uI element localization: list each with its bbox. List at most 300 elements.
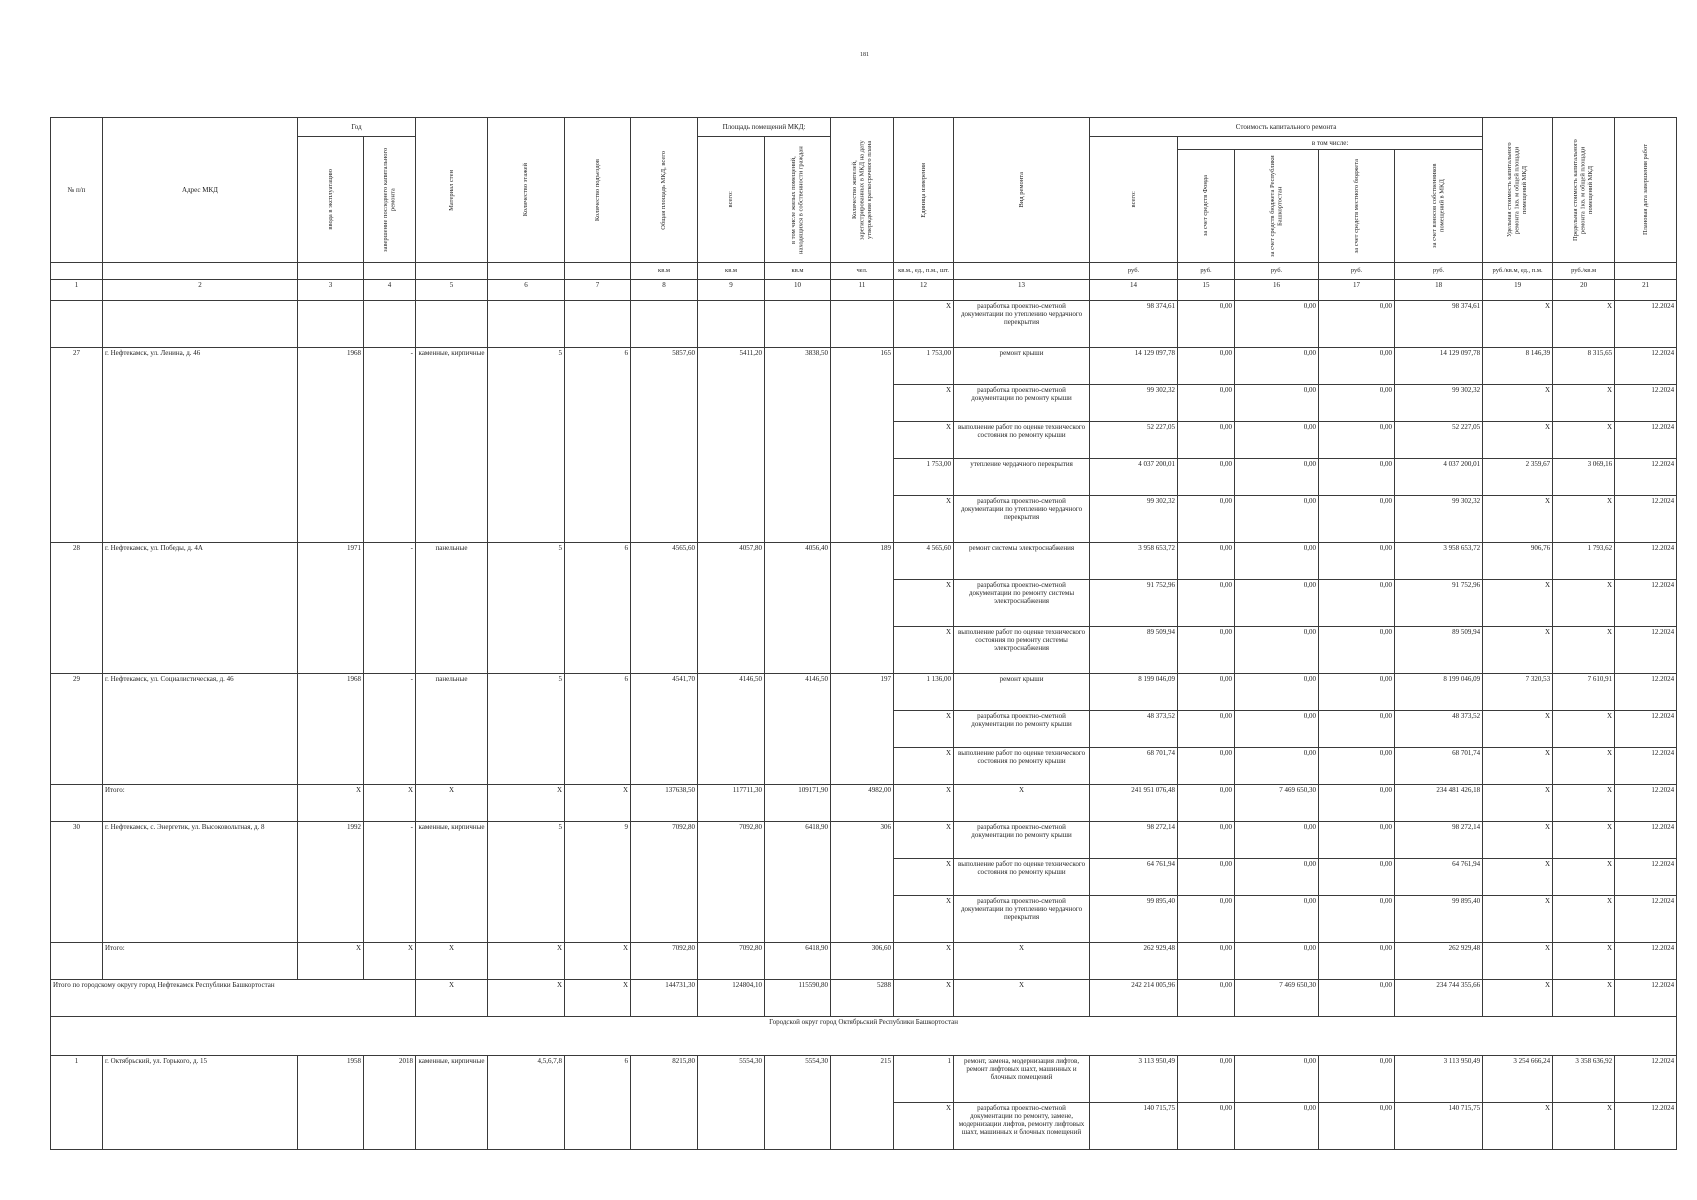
cell-unit: 4 565,60 [894,543,954,580]
column-number: 13 [954,280,1090,301]
cell-rb: 7 469 650,30 [1235,980,1319,1017]
cell-work: ремонт крыши [954,348,1090,385]
cell-no [51,859,103,896]
cell-p2 [765,301,831,348]
cell-work: ремонт, замена, модернизация лифтов, ремонт лифтовых шахт, машинных и блочных помещений [954,1056,1090,1103]
cell-ucost: 3 254 666,24 [1483,1056,1553,1103]
cell-mat: каменные, кирпичные [416,822,488,859]
cell-ucost: X [1483,822,1553,859]
cell-unit: 1 753,00 [894,459,954,496]
cell-unit: X [894,301,954,348]
table-row [51,859,1677,896]
cell-ent [565,580,631,627]
cell-ucost: X [1483,785,1553,822]
table-row [51,711,1677,748]
cell-unit: X [894,627,954,674]
cell-addr: г. Октябрьский, ул. Горького, д. 15 [103,1056,298,1103]
header-year: Год [298,118,416,137]
cell-y1 [298,748,364,785]
cell-local: 0,00 [1319,459,1395,496]
cell-no: 30 [51,822,103,859]
cell-local: 0,00 [1319,543,1395,580]
header-entrances: Количество подъездов [565,118,631,263]
cell-owners: 52 227,05 [1395,422,1483,459]
cell-maxc: X [1553,785,1615,822]
unit-cell [1615,263,1677,280]
cell-ucost: X [1483,711,1553,748]
cell-fund: 0,00 [1178,385,1235,422]
cell-mat [416,580,488,627]
unit-cell [51,263,103,280]
cell-p1: 5411,20 [698,348,765,385]
cell-work: разработка проектно-сметной документации по утеплению чердачного перекрытия [954,896,1090,943]
cell-no: 27 [51,348,103,385]
cell-date: 12.2024 [1615,348,1677,385]
cell-fund: 0,00 [1178,943,1235,980]
cell-addr: Итого: [103,785,298,822]
cell-rb: 0,00 [1235,859,1319,896]
header-year-commission: ввода в эксплуатацию [298,137,364,263]
cell-ent: 6 [565,348,631,385]
grand-total-label: Итого по городскому округу город Нефтекамск Республики Башкортостан [51,980,416,1017]
cell-y1: 1968 [298,674,364,711]
cell-rb: 0,00 [1235,301,1319,348]
cell-fl [488,627,565,674]
cell-no [51,459,103,496]
cell-ucost: 7 320,53 [1483,674,1553,711]
cell-p1 [698,459,765,496]
header-unit: Единица измерения [894,118,954,263]
header-cost-fund: за счет средств Фонда [1178,150,1235,263]
cell-work: утепление чердачного перекрытия [954,459,1090,496]
cell-unit: X [894,580,954,627]
cell-unit: X [894,1103,954,1150]
cell-total: 140 715,75 [1090,1103,1178,1150]
cell-ucost: X [1483,580,1553,627]
cell-p1: 5554,30 [698,1056,765,1103]
cell-y1 [298,459,364,496]
cell-fl [488,896,565,943]
column-number: 8 [631,280,698,301]
cell-ucost: 906,76 [1483,543,1553,580]
cell-total: 52 227,05 [1090,422,1178,459]
cell-ucost: X [1483,385,1553,422]
cell-p2 [765,422,831,459]
header-premises-total: всего: [698,137,765,263]
table-row [51,943,1677,980]
cell-fl: 5 [488,543,565,580]
cell-owners: 8 199 046,09 [1395,674,1483,711]
cell-addr [103,711,298,748]
cell-work: разработка проектно-сметной документации по ремонту крыши [954,822,1090,859]
cell-maxc: 1 793,62 [1553,543,1615,580]
cell-owners: 262 929,48 [1395,943,1483,980]
cell-ucost: X [1483,627,1553,674]
cell-unit: X [894,980,954,1017]
cell-no [51,422,103,459]
cell-y1: X [298,943,364,980]
cell-ucost: X [1483,496,1553,543]
cell-p2: 6418,90 [765,822,831,859]
table-row [51,1017,1677,1056]
cell-local: 0,00 [1319,748,1395,785]
header-premises-residents: в том числе жилых помещений, находящихся в собственности граждан [765,137,831,263]
cell-rb: 0,00 [1235,543,1319,580]
cell-y2 [364,627,416,674]
cell-owners: 89 509,94 [1395,627,1483,674]
cell-work: X [954,943,1090,980]
cell-y2 [364,1103,416,1150]
cell-mat [416,385,488,422]
cell-owners: 99 302,32 [1395,496,1483,543]
cell-maxc: 3 069,16 [1553,459,1615,496]
cell-p1: 7092,80 [698,822,765,859]
cell-res [831,496,894,543]
cell-fund: 0,00 [1178,711,1235,748]
unit-cell: кв.м [631,263,698,280]
unit-cell: руб. [1235,263,1319,280]
cell-p1 [698,385,765,422]
cell-owners: 234 481 426,18 [1395,785,1483,822]
cell-rb: 0,00 [1235,348,1319,385]
cell-work: X [954,980,1090,1017]
units-row [51,263,1677,280]
header-incl: в том числе: [1178,137,1483,150]
cell-p2 [765,748,831,785]
cell-mat: X [416,785,488,822]
cell-ent [565,748,631,785]
cell-addr: г. Нефтекамск, ул. Ленина, д. 46 [103,348,298,385]
cell-y2 [364,859,416,896]
cell-date: 12.2024 [1615,543,1677,580]
cell-rb: 7 469 650,30 [1235,785,1319,822]
table-row [51,496,1677,543]
cell-area: 7092,80 [631,822,698,859]
cell-owners: 14 129 097,78 [1395,348,1483,385]
cell-y2 [364,422,416,459]
cell-unit: 1 136,00 [894,674,954,711]
unit-cell [364,263,416,280]
column-number: 10 [765,280,831,301]
table-row [51,580,1677,627]
cell-fund: 0,00 [1178,822,1235,859]
unit-cell: кв.м [698,263,765,280]
cell-ent [565,385,631,422]
cell-maxc: X [1553,822,1615,859]
header-cost-local: за счет средств местного бюджета [1319,150,1395,263]
cell-fund: 0,00 [1178,1103,1235,1150]
cell-total: 91 752,96 [1090,580,1178,627]
cell-owners: 3 113 950,49 [1395,1056,1483,1103]
header-no: № п/п [51,118,103,263]
cell-mat: каменные, кирпичные [416,348,488,385]
cell-addr [103,896,298,943]
cell-y1: X [298,785,364,822]
header-planned-date: Плановая дата завершения работ [1615,118,1677,263]
cell-addr: г. Нефтекамск, ул. Победы, д. 4А [103,543,298,580]
cell-res [831,859,894,896]
cell-date: 12.2024 [1615,980,1677,1017]
cell-no [51,896,103,943]
cell-rb: 0,00 [1235,385,1319,422]
table-row [51,785,1677,822]
cell-work: ремонт крыши [954,674,1090,711]
cell-local: 0,00 [1319,943,1395,980]
cell-date: 12.2024 [1615,627,1677,674]
cell-area [631,627,698,674]
cell-fund: 0,00 [1178,896,1235,943]
cell-mat [416,459,488,496]
cell-mat: панельные [416,543,488,580]
cell-y2: X [364,943,416,980]
cell-maxc: X [1553,943,1615,980]
cell-addr [103,580,298,627]
cell-addr [103,301,298,348]
cell-ucost: 2 359,67 [1483,459,1553,496]
unit-cell [488,263,565,280]
column-number: 1 [51,280,103,301]
cell-local: 0,00 [1319,422,1395,459]
cell-rb: 0,00 [1235,822,1319,859]
cell-local: 0,00 [1319,301,1395,348]
cell-ent [565,627,631,674]
cell-no: 1 [51,1056,103,1103]
cell-local: 0,00 [1319,711,1395,748]
cell-rb: 0,00 [1235,627,1319,674]
cell-addr [103,1103,298,1150]
cell-ucost: X [1483,1103,1553,1150]
cell-no [51,785,103,822]
cell-total: 99 895,40 [1090,896,1178,943]
cell-local: 0,00 [1319,674,1395,711]
cell-maxc: X [1553,580,1615,627]
cell-date: 12.2024 [1615,496,1677,543]
cell-date: 12.2024 [1615,674,1677,711]
cell-rb: 0,00 [1235,1056,1319,1103]
cell-res [831,422,894,459]
cell-unit: X [894,785,954,822]
cell-fund: 0,00 [1178,422,1235,459]
cell-fl: X [488,785,565,822]
cell-ent [565,422,631,459]
column-number: 17 [1319,280,1395,301]
cell-unit: X [894,943,954,980]
cell-y1 [298,896,364,943]
cell-local: 0,00 [1319,785,1395,822]
cell-unit: X [894,822,954,859]
cell-total: 98 272,14 [1090,822,1178,859]
cell-y1 [298,496,364,543]
cell-work: выполнение работ по оценке технического состояния по ремонту крыши [954,422,1090,459]
unit-cell [416,263,488,280]
cell-area [631,496,698,543]
cell-mat [416,748,488,785]
cell-unit: X [894,496,954,543]
cell-fund: 0,00 [1178,627,1235,674]
cell-local: 0,00 [1319,580,1395,627]
cell-fund: 0,00 [1178,580,1235,627]
cell-date: 12.2024 [1615,580,1677,627]
cell-no [51,711,103,748]
cell-fl: 5 [488,348,565,385]
cell-mat [416,627,488,674]
cell-addr [103,627,298,674]
cell-res [831,1103,894,1150]
cell-p1 [698,301,765,348]
cell-work: разработка проектно-сметной документации по ремонту крыши [954,711,1090,748]
cell-y2: X [364,785,416,822]
cell-y2 [364,711,416,748]
cell-date: 12.2024 [1615,859,1677,896]
unit-cell: руб./кв.м [1553,263,1615,280]
cell-res: 306 [831,822,894,859]
cell-total: 241 951 076,48 [1090,785,1178,822]
cell-fund: 0,00 [1178,348,1235,385]
cell-local: 0,00 [1319,980,1395,1017]
cell-date: 12.2024 [1615,301,1677,348]
cell-fund: 0,00 [1178,980,1235,1017]
cell-area [631,896,698,943]
column-number: 4 [364,280,416,301]
cell-fl [488,748,565,785]
cell-ucost: X [1483,943,1553,980]
header-cost-rb: за счет средств бюджета Республики Башкортостан [1235,150,1319,263]
cell-mat: панельные [416,674,488,711]
unit-cell: руб./кв.м, ед., п.м. [1483,263,1553,280]
cell-maxc: 3 358 636,92 [1553,1056,1615,1103]
table-row [51,748,1677,785]
cell-p2 [765,496,831,543]
cell-res [831,385,894,422]
cell-ent [565,859,631,896]
cell-ent [565,711,631,748]
cell-ent: X [565,943,631,980]
cell-area: 8215,80 [631,1056,698,1103]
cell-y2 [364,748,416,785]
cell-ucost: X [1483,859,1553,896]
cell-owners: 98 272,14 [1395,822,1483,859]
cell-fl [488,580,565,627]
cell-p2 [765,859,831,896]
cell-area [631,422,698,459]
cell-ent: X [565,785,631,822]
cell-p2: 3838,50 [765,348,831,385]
cell-fund: 0,00 [1178,459,1235,496]
table-row [51,348,1677,385]
cell-res: 189 [831,543,894,580]
cell-area [631,301,698,348]
cell-mat: каменные, кирпичные [416,1056,488,1103]
cell-ent [565,496,631,543]
cell-mat [416,859,488,896]
cell-p2: 5554,30 [765,1056,831,1103]
cell-fl: X [488,980,565,1017]
table-row [51,459,1677,496]
cell-mat [416,496,488,543]
cell-maxc: X [1553,896,1615,943]
cell-local: 0,00 [1319,1103,1395,1150]
cell-y1 [298,301,364,348]
column-number: 15 [1178,280,1235,301]
cell-y2: - [364,674,416,711]
page-number: 181 [860,52,869,58]
header-max-cost: Предельная стоимость капитального ремонта 1кв. м общей площади помещений МКД [1553,118,1615,263]
capital-repair-table [50,117,1677,1150]
cell-local: 0,00 [1319,627,1395,674]
cell-addr [103,422,298,459]
cell-addr: Итого: [103,943,298,980]
cell-fund: 0,00 [1178,496,1235,543]
cell-date: 12.2024 [1615,422,1677,459]
cell-owners: 98 374,61 [1395,301,1483,348]
cell-fl: 5 [488,822,565,859]
cell-ent [565,1103,631,1150]
cell-p2 [765,385,831,422]
cell-p1: 124804,10 [698,980,765,1017]
cell-mat [416,301,488,348]
table-row [51,822,1677,859]
column-number: 6 [488,280,565,301]
cell-ucost: X [1483,422,1553,459]
unit-cell: руб. [1395,263,1483,280]
cell-area [631,459,698,496]
cell-y1 [298,627,364,674]
cell-fl [488,385,565,422]
cell-ucost: X [1483,896,1553,943]
cell-owners: 64 761,94 [1395,859,1483,896]
cell-fl [488,301,565,348]
cell-area: 137638,50 [631,785,698,822]
unit-cell: кв.м., ед., п.м., шт. [894,263,954,280]
cell-addr [103,748,298,785]
cell-res [831,459,894,496]
cell-y2 [364,459,416,496]
cell-work: X [954,785,1090,822]
cell-res [831,301,894,348]
cell-y1: 1958 [298,1056,364,1103]
cell-area: 7092,80 [631,943,698,980]
cell-local: 0,00 [1319,385,1395,422]
cell-res: 197 [831,674,894,711]
cell-res: 5288 [831,980,894,1017]
cell-area [631,385,698,422]
cell-p1 [698,422,765,459]
cell-no [51,943,103,980]
cell-total: 242 214 005,96 [1090,980,1178,1017]
column-number: 2 [103,280,298,301]
cell-y1: 1968 [298,348,364,385]
cell-date: 12.2024 [1615,943,1677,980]
cell-p2 [765,896,831,943]
table-row [51,301,1677,348]
cell-fl [488,711,565,748]
header-repair-type: Вид ремонта [954,118,1090,263]
cell-p2 [765,459,831,496]
cell-y2: - [364,348,416,385]
cell-work: разработка проектно-сметной документации по ремонту, замене, модернизации лифтов, ремонту лифтовых шахт, машинных и блочных помещений [954,1103,1090,1150]
table-header [51,118,1677,301]
cell-ent: X [565,980,631,1017]
cell-rb: 0,00 [1235,496,1319,543]
cell-local: 0,00 [1319,896,1395,943]
cell-res [831,711,894,748]
cell-p1 [698,896,765,943]
cell-y2: - [364,822,416,859]
cell-mat [416,711,488,748]
unit-cell: руб. [1178,263,1235,280]
cell-local: 0,00 [1319,348,1395,385]
cell-total: 89 509,94 [1090,627,1178,674]
